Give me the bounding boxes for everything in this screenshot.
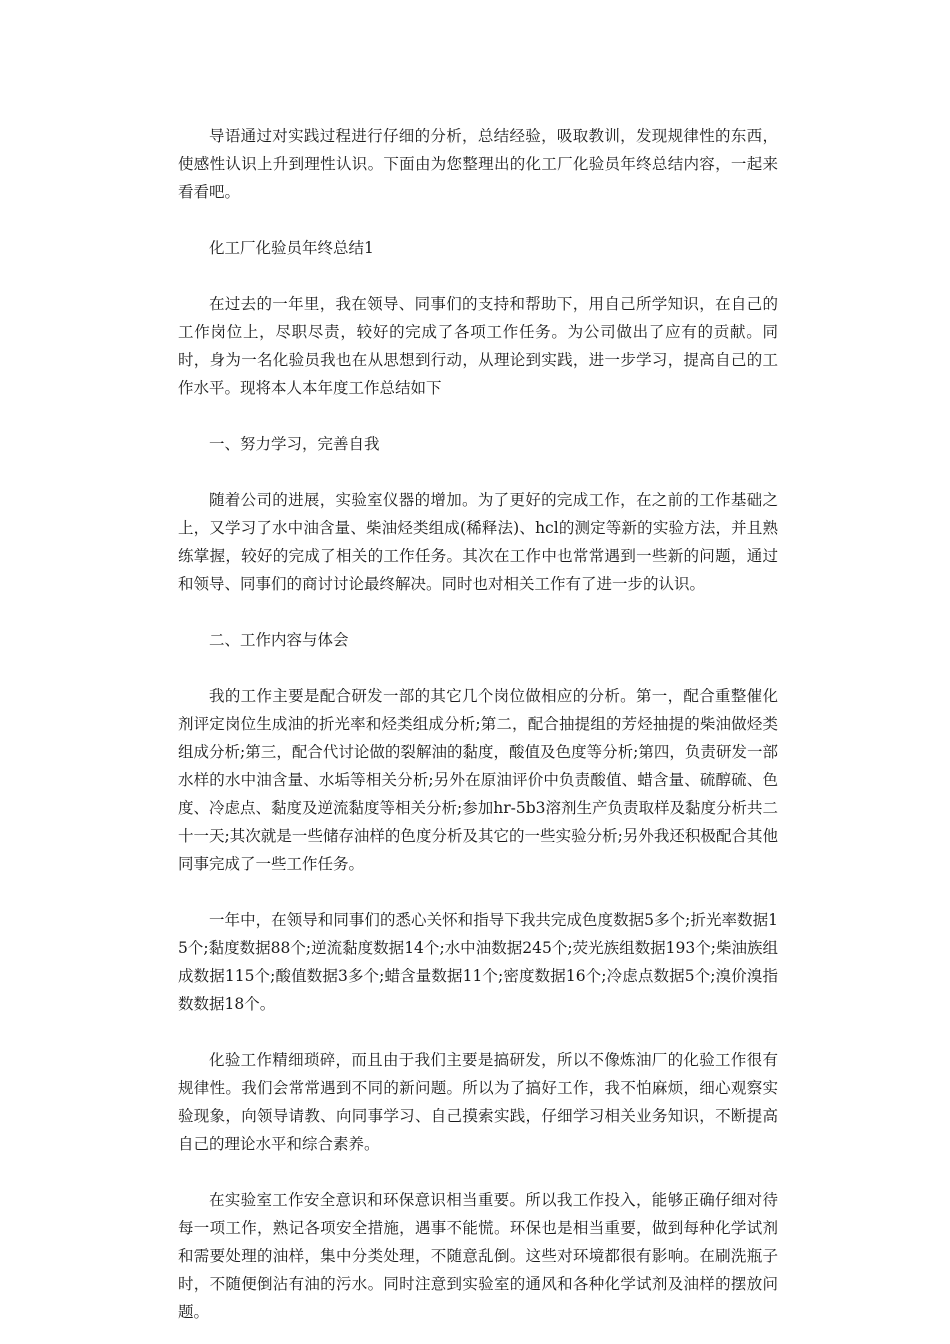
body-paragraph: 化验工作精细琐碎，而且由于我们主要是搞研发，所以不像炼油厂的化验工作很有规律性。我们会常常遇到不同的新问题。所以为了搞好工作，我不怕麻烦，细心观察实验现象，向领导请教、向同事学习、自己摸索实践，仔细学习相关业务知识，不断提高自己的理论水平和综合素养。 <box>178 1051 778 1153</box>
document-body <box>178 122 778 1326</box>
section-heading-1: 一、努力学习，完善自我 <box>209 435 380 453</box>
body-paragraph: 随着公司的进展，实验室仪器的增加。为了更好的完成工作，在之前的工作基础之上，又学习了水中油含量、柴油烃类组成(稀释法)、hcl的测定等新的实验方法，并且熟练掌握，较好的完成了相关的工作任务。其次在工作中也常常遇到一些新的问题，通过和领导、同事们的商讨讨论最终解决。同时也对相关工作有了进一步的认识。 <box>178 491 778 593</box>
body-paragraph: 在过去的一年里，我在领导、同事们的支持和帮助下，用自己所学知识，在自己的工作岗位上，尽职尽责，较好的完成了各项工作任务。为公司做出了应有的贡献。同时，身为一名化验员我也在从思想到行动，从理论到实践，进一步学习，提高自己的工作水平。现将本人本年度工作总结如下 <box>178 295 778 397</box>
body-paragraph: 一年中，在领导和同事们的悉心关怀和指导下我共完成色度数据5多个;折光率数据15个;黏度数据88个;逆流黏度数据14个;水中油数据245个;荧光族组数据193个;柴油族组成数据115个;酸值数据3多个;蜡含量数据11个;密度数据16个;冷虑点数据5个;溴价溴指数数据18个。 <box>178 911 778 1013</box>
section-title: 化工厂化验员年终总结1 <box>209 239 374 257</box>
intro-paragraph: 导语通过对实践过程进行仔细的分析，总结经验，吸取教训，发现规律性的东西，使感性认识上升到理性认识。下面由为您整理出的化工厂化验员年终总结内容，一起来看看吧。 <box>178 127 778 201</box>
body-paragraph: 在实验室工作安全意识和环保意识相当重要。所以我工作投入，能够正确仔细对待每一项工作，熟记各项安全措施，遇事不能慌。环保也是相当重要，做到每种化学试剂和需要处理的油样，集中分类处理，不随意乱倒。这些对环境都很有影响。在刷洗瓶子时，不随便倒沾有油的污水。同时注意到实验室的通风和各种化学试剂及油样的摆放问题。 <box>178 1191 778 1321</box>
section-heading-2: 二、工作内容与体会 <box>209 631 349 649</box>
body-paragraph: 我的工作主要是配合研发一部的其它几个岗位做相应的分析。第一，配合重整催化剂评定岗位生成油的折光率和烃类组成分析;第二，配合抽提组的芳烃抽提的柴油做烃类组成分析;第三，配合代讨论做的裂解油的黏度，酸值及色度等分析;第四，负责研发一部水样的水中油含量、水垢等相关分析;另外在原油评价中负责酸值、蜡含量、硫醇硫、色度、冷虑点、黏度及逆流黏度等相关分析;参加hr-5b3溶剂生产负责取样及黏度分析共二十一天;其次就是一些储存油样的色度分析及其它的一些实验分析;另外我还积极配合其他同事完成了一些工作任务。 <box>178 687 778 873</box>
